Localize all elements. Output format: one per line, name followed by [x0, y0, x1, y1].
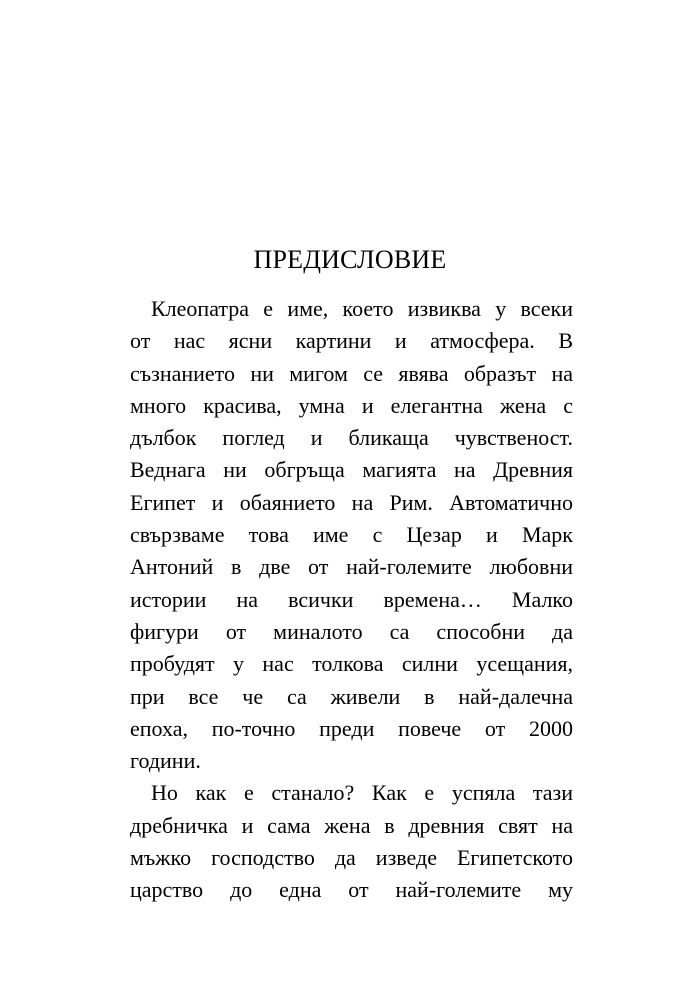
text-line: Но как е станало? Как е успяла тази [151, 780, 573, 806]
text-line: истории на всички времена… Малко [130, 586, 573, 612]
text-line: много красива, умна и елегантна жена с [130, 392, 573, 418]
text-line: при все че са живели в най-далечна [130, 683, 573, 709]
text-line: години. [130, 748, 201, 774]
text-line: фигури от миналото са способни да [130, 618, 573, 644]
text-line: от нас ясни картини и атмосфера. В [130, 328, 573, 354]
text-line: епоха, по-точно преди повече от 2000 [130, 715, 573, 741]
text-line: дълбок поглед и бликаща чувственост. [130, 425, 573, 451]
chapter-heading: ПРЕДИСЛОВИЕ [253, 245, 447, 274]
text-line: Клеопатра е име, което извиква у всеки [151, 296, 573, 321]
text-line: Египет и обаянието на Рим. Автоматично [130, 489, 573, 515]
text-line: свързваме това име с Цезар и Марк [130, 522, 573, 548]
text-line: Антоний в две от най-големите любовни [130, 554, 573, 580]
paragraph-2 [130, 777, 573, 906]
body-text [130, 293, 573, 907]
text-line: царство до една от най-големите му [130, 877, 573, 903]
text-line: мъжко господство да изведе Египетското [130, 845, 573, 871]
text-line: съзнанието ни мигом се явява образът на [130, 360, 573, 386]
text-line: пробудят у нас толкова силни усещания, [130, 651, 573, 677]
text-line: дребничка и сама жена в древния свят на [130, 812, 573, 838]
text-line: Веднага ни обгръща магията на Древния [130, 457, 573, 483]
paragraph-1 [130, 293, 573, 777]
